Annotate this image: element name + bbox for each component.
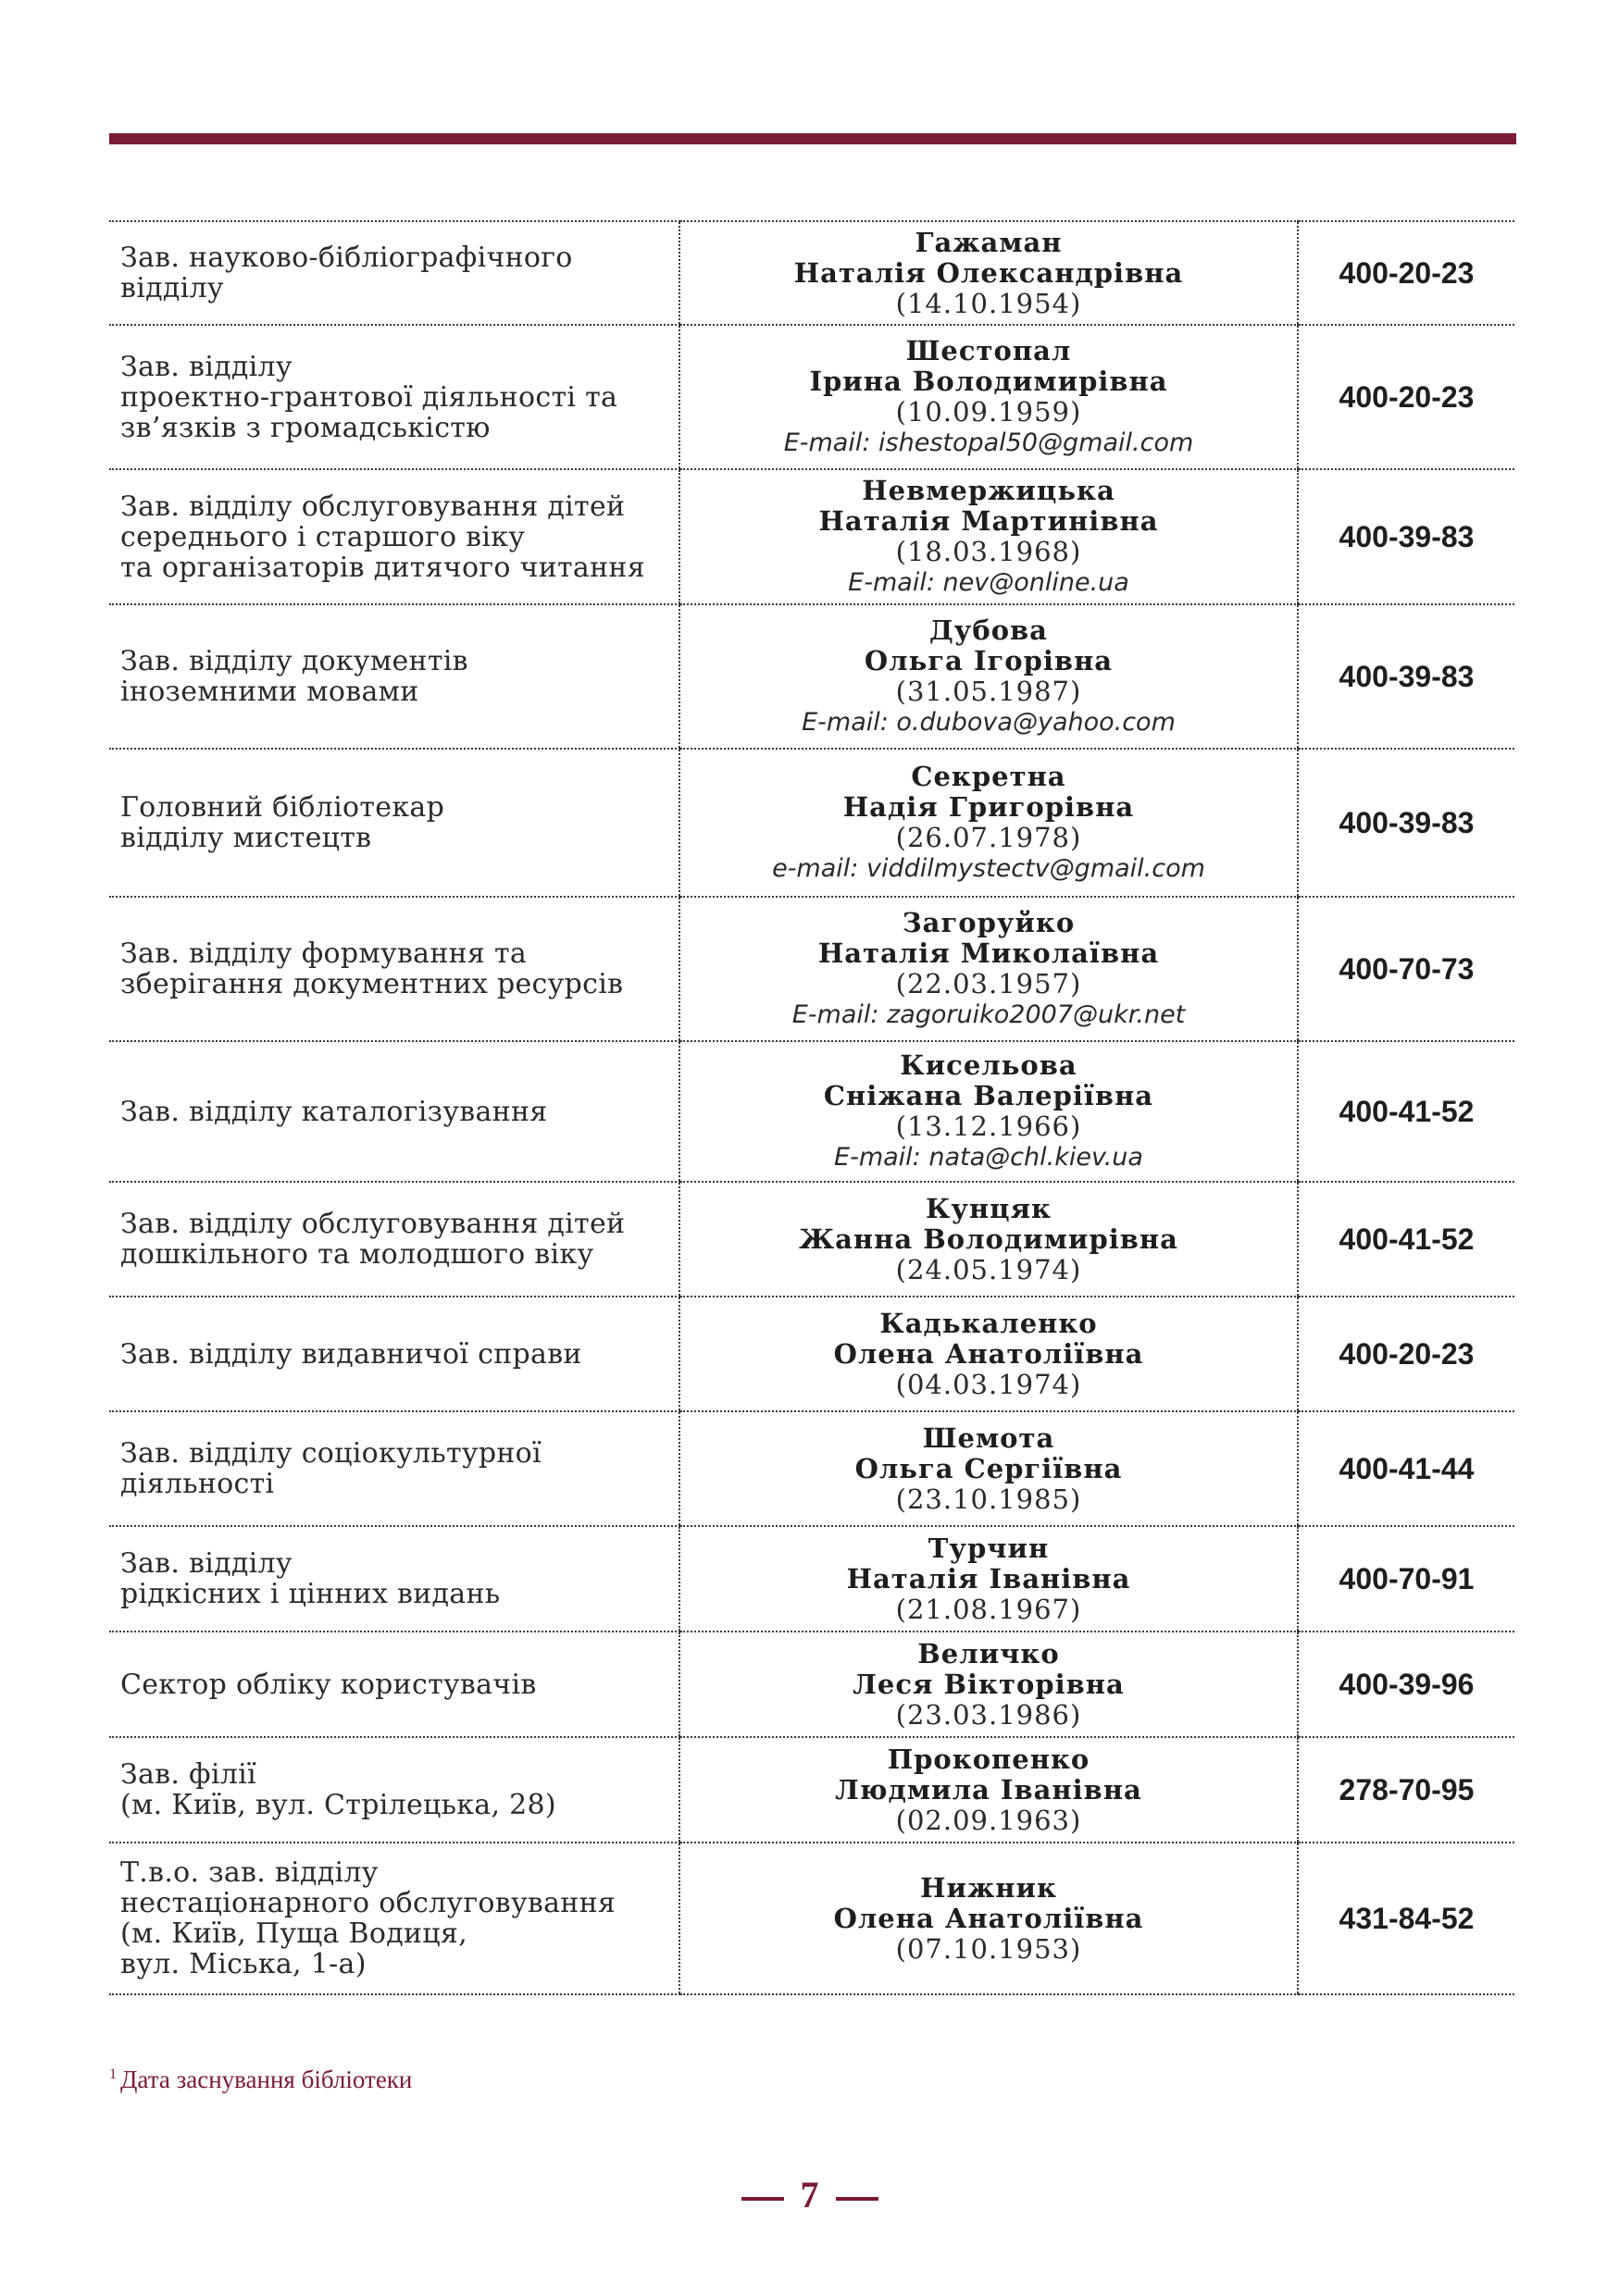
surname: Шемота	[922, 1421, 1055, 1454]
phone-number: 400-41-52	[1298, 1041, 1514, 1182]
position-line: Зав. відділу обслуговування дітей	[120, 490, 626, 523]
table-row	[109, 1632, 1514, 1737]
position-line: Зав. відділу	[120, 350, 293, 383]
table-row	[109, 897, 1514, 1041]
phone-number: 400-41-44	[1298, 1411, 1514, 1526]
given-names: Наталія Олександрівна	[793, 256, 1184, 289]
position-cell	[109, 1843, 679, 1994]
position-cell	[109, 1526, 679, 1632]
table-row	[109, 469, 1514, 604]
table-row	[109, 604, 1514, 749]
position-line: Зав. відділу обслуговування дітей	[120, 1208, 626, 1240]
page-number-block	[0, 2173, 1619, 2216]
position-line: (м. Київ, вул. Стрілецька, 28)	[120, 1789, 556, 1821]
position-cell	[109, 1411, 679, 1526]
email: E-mail: nev@online.ua	[848, 568, 1129, 597]
position-line: Зав. відділу	[120, 1547, 293, 1580]
position-line: відділу мистецтв	[120, 822, 372, 854]
position-line: Сектор обліку користувачів	[120, 1668, 537, 1701]
position-line: рідкісних і цінних видань	[120, 1578, 501, 1610]
given-names: Олена Анатоліївна	[833, 1902, 1144, 1934]
footnote-text: Дата заснування бібліотеки	[120, 2066, 413, 2093]
person-cell	[679, 221, 1298, 325]
position-cell	[109, 1737, 679, 1843]
position-line: Зав. відділу соціокультурної	[120, 1437, 542, 1470]
birth-date: (22.03.1957)	[895, 968, 1082, 999]
table-row	[109, 221, 1514, 325]
table-row	[109, 1843, 1514, 1994]
header-rule	[109, 133, 1516, 144]
given-names: Жанна Володимирівна	[799, 1222, 1178, 1255]
position-line: вул. Міська, 1-а)	[120, 1948, 367, 1980]
birth-date: (13.12.1966)	[895, 1111, 1082, 1142]
position-line: Т.в.о. зав. відділу	[120, 1856, 379, 1889]
person-cell	[679, 1737, 1298, 1843]
position-line: Зав. філії	[120, 1758, 256, 1791]
birth-date: (23.10.1985)	[895, 1483, 1082, 1515]
phone-number: 400-41-52	[1298, 1182, 1514, 1297]
given-names: Ірина Володимирівна	[809, 366, 1168, 397]
position-line: Зав. відділу видавничої справи	[120, 1337, 582, 1371]
birth-date: (31.05.1987)	[895, 676, 1082, 707]
person-cell	[679, 749, 1298, 897]
phone-number: 278-70-95	[1298, 1737, 1514, 1843]
birth-date: (24.05.1974)	[895, 1253, 1082, 1285]
phone-number: 431-84-52	[1298, 1843, 1514, 1994]
position-line: зберігання документних ресурсів	[120, 968, 624, 1000]
person-cell	[679, 1843, 1298, 1994]
surname: Кадькаленко	[879, 1307, 1098, 1339]
position-line: зв’язків з громадськістю	[120, 411, 491, 444]
phone-number: 400-39-96	[1298, 1632, 1514, 1737]
phone-number: 400-20-23	[1298, 221, 1514, 325]
position-cell	[109, 897, 679, 1041]
page-number: 7	[800, 2174, 819, 2215]
position-cell	[109, 1182, 679, 1297]
staff-table-body	[109, 221, 1514, 1994]
position-line: дошкільного та молодшого віку	[120, 1238, 594, 1271]
person-cell	[679, 1526, 1298, 1632]
birth-date: (04.03.1974)	[895, 1368, 1082, 1400]
position-line: середнього і старшого віку	[120, 520, 526, 553]
birth-date: (10.09.1959)	[895, 396, 1082, 428]
page-number-dash-left	[741, 2197, 784, 2201]
phone-number: 400-20-23	[1298, 1297, 1514, 1411]
phone-number: 400-20-23	[1298, 325, 1514, 469]
position-line: та організаторів дитячого читання	[120, 551, 645, 584]
position-cell	[109, 604, 679, 749]
given-names: Олена Анатоліївна	[833, 1337, 1144, 1370]
person-cell	[679, 325, 1298, 469]
phone-number: 400-39-83	[1298, 604, 1514, 749]
given-names: Наталія Миколаївна	[817, 937, 1160, 969]
position-line: діяльності	[120, 1468, 275, 1500]
position-line: Зав. відділу формування та	[120, 937, 528, 970]
table-row	[109, 1182, 1514, 1297]
table-row	[109, 1297, 1514, 1411]
birth-date: (14.10.1954)	[895, 287, 1082, 319]
staff-contacts-table	[109, 220, 1514, 1995]
surname: Загоруйко	[902, 907, 1076, 938]
footnote	[109, 2066, 412, 2094]
birth-date: (23.03.1986)	[895, 1698, 1082, 1731]
surname: Турчин	[928, 1532, 1050, 1564]
page-number-dash-right	[836, 2197, 878, 2201]
person-cell	[679, 1297, 1298, 1411]
person-cell	[679, 1632, 1298, 1737]
given-names: Ольга Сергіївна	[854, 1452, 1123, 1484]
birth-date: (21.08.1967)	[895, 1593, 1082, 1625]
surname: Кисельова	[900, 1049, 1077, 1081]
birth-date: (02.09.1963)	[895, 1804, 1082, 1836]
position-line: Головний бібліотекар	[120, 791, 445, 824]
surname: Величко	[917, 1637, 1060, 1669]
position-cell	[109, 221, 679, 325]
table-row	[109, 1411, 1514, 1526]
given-names: Наталія Іванівна	[846, 1562, 1131, 1595]
person-cell	[679, 1041, 1298, 1182]
position-cell	[109, 749, 679, 897]
surname: Невмержицька	[862, 475, 1115, 506]
position-line: Зав. відділу документів	[120, 645, 468, 677]
position-line: іноземними мовами	[120, 676, 419, 708]
person-cell	[679, 469, 1298, 604]
position-line: відділу	[120, 272, 224, 304]
given-names: Леся Вікторівна	[853, 1668, 1125, 1700]
given-names: Ольга Ігорівна	[864, 645, 1114, 676]
surname: Дубова	[929, 614, 1048, 646]
table-row	[109, 1526, 1514, 1632]
surname: Секретна	[911, 761, 1066, 792]
table-row	[109, 325, 1514, 469]
table-row	[109, 749, 1514, 897]
position-line: (м. Київ, Пуща Водиця,	[120, 1917, 467, 1950]
position-line: Зав. відділу каталогізування	[120, 1095, 548, 1128]
position-cell	[109, 1297, 679, 1411]
email: E-mail: zagoruiko2007@ukr.net	[791, 1000, 1186, 1029]
given-names: Сніжана Валеріївна	[823, 1080, 1154, 1111]
phone-number: 400-39-83	[1298, 469, 1514, 604]
phone-number: 400-70-91	[1298, 1526, 1514, 1632]
given-names: Людмила Іванівна	[835, 1773, 1142, 1806]
position-cell	[109, 469, 679, 604]
person-cell	[679, 897, 1298, 1041]
table-row	[109, 1737, 1514, 1843]
phone-number: 400-70-73	[1298, 897, 1514, 1041]
given-names: Надія Григорівна	[842, 791, 1135, 823]
email: E-mail: ishestopal50@gmail.com	[783, 428, 1194, 457]
person-cell	[679, 1411, 1298, 1526]
surname: Кунцяк	[926, 1192, 1052, 1224]
footnote-marker: 1	[109, 2066, 117, 2082]
email: E-mail: nata@chl.kiev.ua	[834, 1143, 1143, 1172]
position-cell	[109, 1632, 679, 1737]
surname: Прокопенко	[887, 1743, 1090, 1775]
surname: Нижник	[920, 1871, 1057, 1904]
table-row	[109, 1041, 1514, 1182]
position-line: Зав. науково-бібліографічного	[120, 242, 573, 274]
birth-date: (07.10.1953)	[895, 1932, 1082, 1965]
given-names: Наталія Мартинівна	[818, 505, 1159, 537]
email: e-mail: viddilmystectv@gmail.com	[772, 854, 1205, 883]
email: E-mail: o.dubova@yahoo.com	[802, 708, 1176, 737]
person-cell	[679, 1182, 1298, 1297]
birth-date: (26.07.1978)	[895, 822, 1082, 853]
surname: Гажаман	[915, 226, 1063, 258]
position-line: нестаціонарного обслуговування	[120, 1887, 616, 1919]
position-cell	[109, 325, 679, 469]
phone-number: 400-39-83	[1298, 749, 1514, 897]
birth-date: (18.03.1968)	[895, 536, 1082, 567]
surname: Шестопал	[905, 335, 1072, 366]
position-cell	[109, 1041, 679, 1182]
person-cell	[679, 604, 1298, 749]
position-line: проектно-грантової діяльності та	[120, 380, 618, 414]
